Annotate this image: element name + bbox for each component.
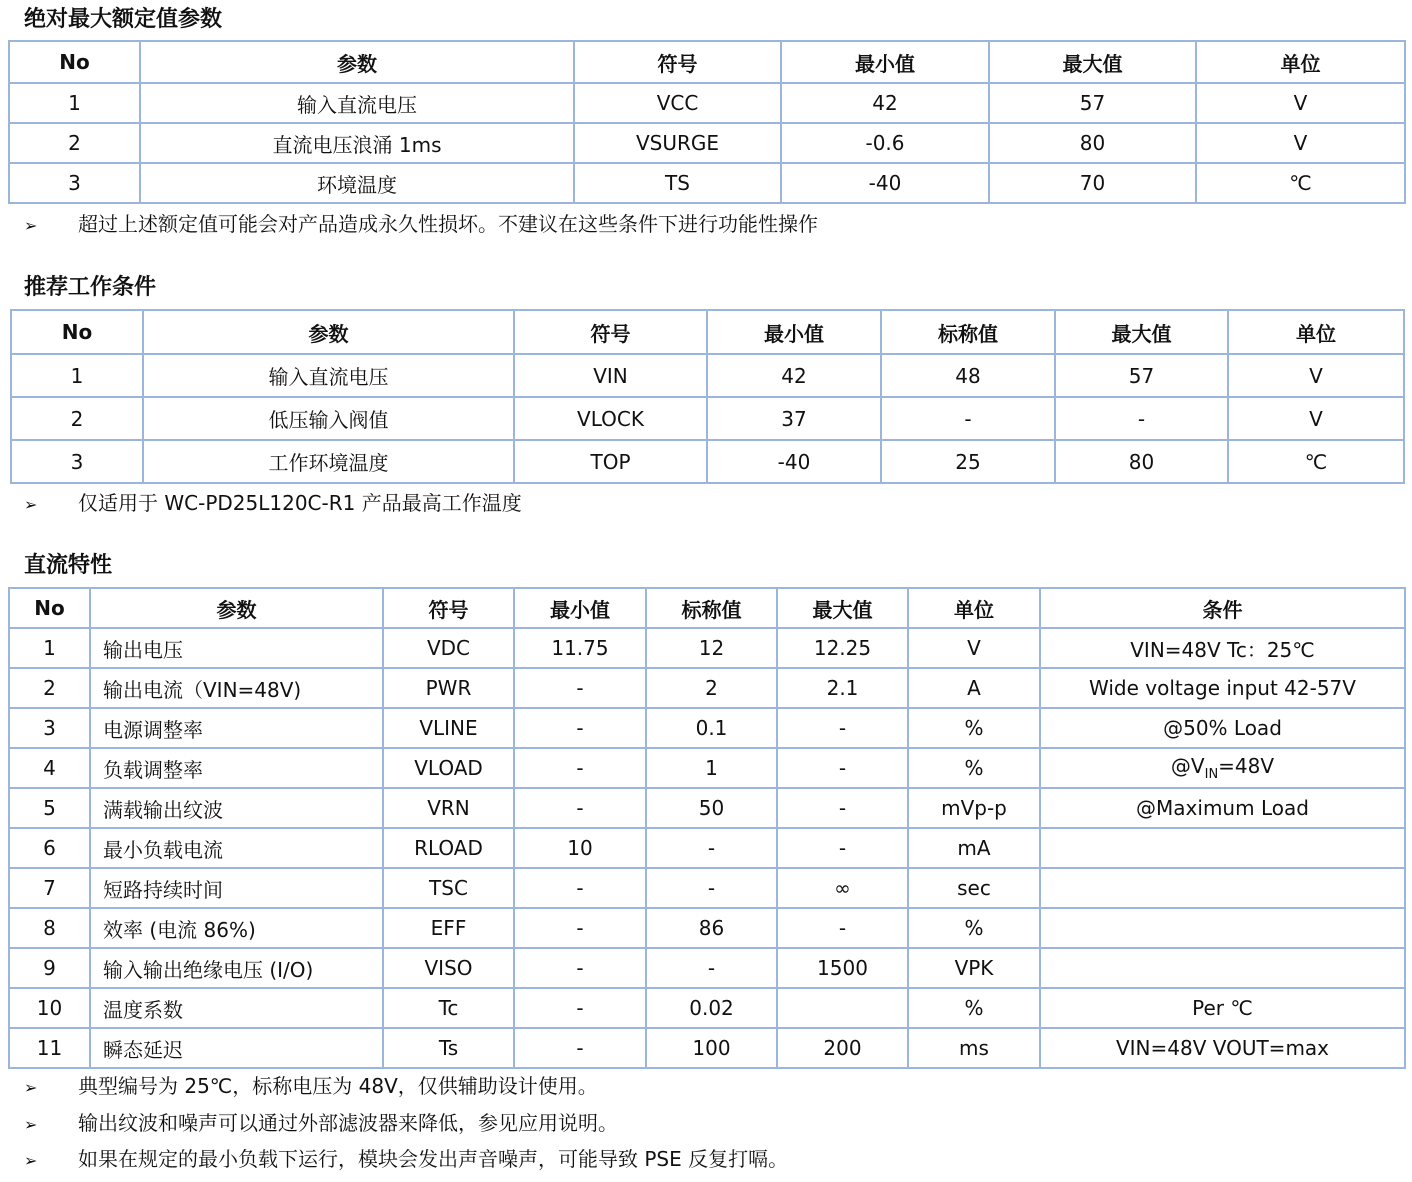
cell-max: - (777, 788, 908, 828)
cell-condition (1040, 828, 1405, 868)
section3-note-2 (24, 1110, 618, 1138)
header-no: No (9, 588, 90, 628)
note-text: 仅适用于 WC-PD25L120C-R1 产品最高工作温度 (78, 491, 522, 515)
header-min: 最小值 (514, 588, 646, 628)
cell-condition (1040, 908, 1405, 948)
cell-param: 输出电压 (90, 628, 383, 668)
table-row (11, 440, 1404, 483)
table-header-row (9, 41, 1405, 83)
condition-suffix: =48V (1218, 754, 1275, 778)
cell-param: 低压输入阀值 (143, 397, 514, 440)
table-row (9, 868, 1405, 908)
cell-param: 电源调整率 (90, 708, 383, 748)
cell-max: - (777, 748, 908, 788)
cell-typ: 50 (646, 788, 777, 828)
condition-prefix: @V (1170, 754, 1205, 778)
cell-symbol: VDC (383, 628, 514, 668)
cell-typ: 2 (646, 668, 777, 708)
header-unit: 单位 (908, 588, 1040, 628)
cell-min: - (514, 668, 646, 708)
cell-param: 输入输出绝缘电压 (I/O) (90, 948, 383, 988)
cell-no: 3 (9, 163, 140, 203)
cell-min: 10 (514, 828, 646, 868)
cell-param: 输出电流（VIN=48V) (90, 668, 383, 708)
cell-unit: % (908, 748, 1040, 788)
table-row (9, 828, 1405, 868)
table-row (9, 708, 1405, 748)
cell-max: 80 (989, 123, 1196, 163)
header-max: 最大值 (777, 588, 908, 628)
cell-max: 2.1 (777, 668, 908, 708)
header-symbol: 符号 (574, 41, 781, 83)
table-row (9, 83, 1405, 123)
cell-symbol: VLINE (383, 708, 514, 748)
cell-symbol: VRN (383, 788, 514, 828)
header-param: 参数 (143, 310, 514, 354)
cell-symbol: TSC (383, 868, 514, 908)
cell-unit: % (908, 988, 1040, 1028)
cell-symbol: PWR (383, 668, 514, 708)
header-no: No (11, 310, 143, 354)
cell-condition: @50% Load (1040, 708, 1405, 748)
cell-no: 6 (9, 828, 90, 868)
section-title-recommended: 推荐工作条件 (24, 275, 157, 300)
bullet-icon: ➢ (24, 495, 38, 514)
bullet-icon: ➢ (24, 1078, 38, 1097)
cell-param: 短路持续时间 (90, 868, 383, 908)
header-typ: 标称值 (646, 588, 777, 628)
condition-subscript: IN (1204, 767, 1219, 782)
header-max: 最大值 (989, 41, 1196, 83)
cell-unit: V (908, 628, 1040, 668)
cell-typ: 0.1 (646, 708, 777, 748)
bullet-icon: ➢ (24, 1115, 38, 1134)
cell-typ: - (646, 828, 777, 868)
cell-symbol: VISO (383, 948, 514, 988)
cell-typ: 12 (646, 628, 777, 668)
cell-no: 1 (9, 83, 140, 123)
cell-unit: VPK (908, 948, 1040, 988)
cell-symbol: VSURGE (574, 123, 781, 163)
cell-unit: ms (908, 1028, 1040, 1068)
table-row (9, 748, 1405, 788)
cell-param: 温度系数 (90, 988, 383, 1028)
cell-min: - (514, 988, 646, 1028)
cell-max: 200 (777, 1028, 908, 1068)
cell-max: - (1055, 397, 1228, 440)
cell-unit: V (1228, 354, 1404, 397)
cell-max: 70 (989, 163, 1196, 203)
cell-no: 7 (9, 868, 90, 908)
cell-condition: VIN=48V VOUT=max (1040, 1028, 1405, 1068)
table-row (9, 123, 1405, 163)
cell-symbol: EFF (383, 908, 514, 948)
cell-min: 42 (707, 354, 881, 397)
cell-no: 11 (9, 1028, 90, 1068)
cell-min: - (514, 788, 646, 828)
cell-symbol: TS (574, 163, 781, 203)
cell-typ: 48 (881, 354, 1055, 397)
cell-max: 1500 (777, 948, 908, 988)
cell-min: - (514, 868, 646, 908)
cell-min: - (514, 708, 646, 748)
cell-condition (1040, 868, 1405, 908)
cell-param: 最小负载电流 (90, 828, 383, 868)
cell-unit: % (908, 708, 1040, 748)
cell-unit: ℃ (1196, 163, 1405, 203)
header-symbol: 符号 (514, 310, 707, 354)
cell-unit: sec (908, 868, 1040, 908)
cell-min: - (514, 1028, 646, 1068)
cell-max: 80 (1055, 440, 1228, 483)
table-row (9, 788, 1405, 828)
cell-param: 瞬态延迟 (90, 1028, 383, 1068)
header-param: 参数 (140, 41, 574, 83)
cell-max: 57 (989, 83, 1196, 123)
table-row (11, 354, 1404, 397)
cell-min: -40 (707, 440, 881, 483)
cell-symbol: Tc (383, 988, 514, 1028)
recommended-conditions-table (10, 309, 1405, 484)
section3-note-3 (24, 1146, 788, 1174)
cell-typ: - (881, 397, 1055, 440)
cell-max: 57 (1055, 354, 1228, 397)
cell-no: 2 (11, 397, 143, 440)
cell-symbol: VLOAD (383, 748, 514, 788)
section2-note (24, 490, 522, 518)
cell-param: 满载输出纹波 (90, 788, 383, 828)
cell-max (777, 988, 908, 1028)
cell-no: 3 (11, 440, 143, 483)
cell-param: 直流电压浪涌 1ms (140, 123, 574, 163)
cell-condition: VIN=48V Tc：25℃ (1040, 628, 1405, 668)
cell-min: -40 (781, 163, 989, 203)
header-no: No (9, 41, 140, 83)
cell-no: 1 (9, 628, 90, 668)
absolute-max-table (8, 40, 1406, 204)
header-min: 最小值 (707, 310, 881, 354)
cell-param: 环境温度 (140, 163, 574, 203)
header-unit: 单位 (1228, 310, 1404, 354)
cell-symbol: TOP (514, 440, 707, 483)
cell-unit: V (1196, 83, 1405, 123)
header-symbol: 符号 (383, 588, 514, 628)
cell-symbol: VCC (574, 83, 781, 123)
cell-no: 4 (9, 748, 90, 788)
cell-param: 工作环境温度 (143, 440, 514, 483)
cell-symbol: VIN (514, 354, 707, 397)
bullet-icon: ➢ (24, 1151, 38, 1170)
cell-no: 9 (9, 948, 90, 988)
cell-min: 37 (707, 397, 881, 440)
cell-unit: V (1228, 397, 1404, 440)
cell-unit: V (1196, 123, 1405, 163)
note-text: 典型编号为 25℃，标称电压为 48V，仅供辅助设计使用。 (78, 1074, 598, 1098)
cell-typ: 25 (881, 440, 1055, 483)
cell-param: 输入直流电压 (143, 354, 514, 397)
cell-no: 2 (9, 668, 90, 708)
header-max: 最大值 (1055, 310, 1228, 354)
section3-note-1 (24, 1073, 598, 1101)
header-condition: 条件 (1040, 588, 1405, 628)
cell-param: 输入直流电压 (140, 83, 574, 123)
dc-characteristics-table (8, 587, 1406, 1069)
cell-typ: - (646, 868, 777, 908)
cell-no: 10 (9, 988, 90, 1028)
cell-typ: 1 (646, 748, 777, 788)
cell-condition (1040, 948, 1405, 988)
cell-unit: mVp-p (908, 788, 1040, 828)
table-row (9, 163, 1405, 203)
cell-condition: Per ℃ (1040, 988, 1405, 1028)
cell-max: - (777, 828, 908, 868)
cell-unit: A (908, 668, 1040, 708)
table-header-row (9, 588, 1405, 628)
cell-no: 8 (9, 908, 90, 948)
table-row (11, 397, 1404, 440)
cell-symbol: RLOAD (383, 828, 514, 868)
table-row (9, 988, 1405, 1028)
header-unit: 单位 (1196, 41, 1405, 83)
header-min: 最小值 (781, 41, 989, 83)
cell-unit: % (908, 908, 1040, 948)
table-row (9, 668, 1405, 708)
cell-unit: ℃ (1228, 440, 1404, 483)
cell-param: 负载调整率 (90, 748, 383, 788)
cell-typ: 0.02 (646, 988, 777, 1028)
table-header-row (11, 310, 1404, 354)
cell-max: ∞ (777, 868, 908, 908)
section-title-dc-characteristics: 直流特性 (24, 553, 113, 578)
cell-max: - (777, 708, 908, 748)
cell-typ: 86 (646, 908, 777, 948)
header-param: 参数 (90, 588, 383, 628)
bullet-icon: ➢ (24, 216, 38, 235)
cell-max: - (777, 908, 908, 948)
note-text: 如果在规定的最小负载下运行，模块会发出声音噪声，可能导致 PSE 反复打嗝。 (78, 1147, 789, 1171)
cell-min: - (514, 748, 646, 788)
cell-no: 5 (9, 788, 90, 828)
cell-condition (1040, 748, 1405, 788)
table-row (9, 948, 1405, 988)
cell-condition: Wide voltage input 42-57V (1040, 668, 1405, 708)
cell-max: 12.25 (777, 628, 908, 668)
cell-typ: 100 (646, 1028, 777, 1068)
table-row (9, 628, 1405, 668)
note-text: 输出纹波和噪声可以通过外部滤波器来降低，参见应用说明。 (78, 1111, 618, 1135)
cell-condition: @Maximum Load (1040, 788, 1405, 828)
cell-min: 11.75 (514, 628, 646, 668)
cell-param: 效率 (电流 86%) (90, 908, 383, 948)
cell-symbol: Ts (383, 1028, 514, 1068)
cell-unit: mA (908, 828, 1040, 868)
table-row (9, 1028, 1405, 1068)
cell-min: - (514, 908, 646, 948)
cell-no: 1 (11, 354, 143, 397)
table-row (9, 908, 1405, 948)
cell-min: -0.6 (781, 123, 989, 163)
cell-no: 2 (9, 123, 140, 163)
section-title-absolute-max: 绝对最大额定值参数 (24, 7, 223, 32)
cell-no: 3 (9, 708, 90, 748)
cell-symbol: VLOCK (514, 397, 707, 440)
cell-typ: - (646, 948, 777, 988)
cell-min: 42 (781, 83, 989, 123)
note-text: 超过上述额定值可能会对产品造成永久性损坏。不建议在这些条件下进行功能性操作 (78, 212, 818, 236)
cell-min: - (514, 948, 646, 988)
header-typ: 标称值 (881, 310, 1055, 354)
section1-note (24, 211, 818, 239)
